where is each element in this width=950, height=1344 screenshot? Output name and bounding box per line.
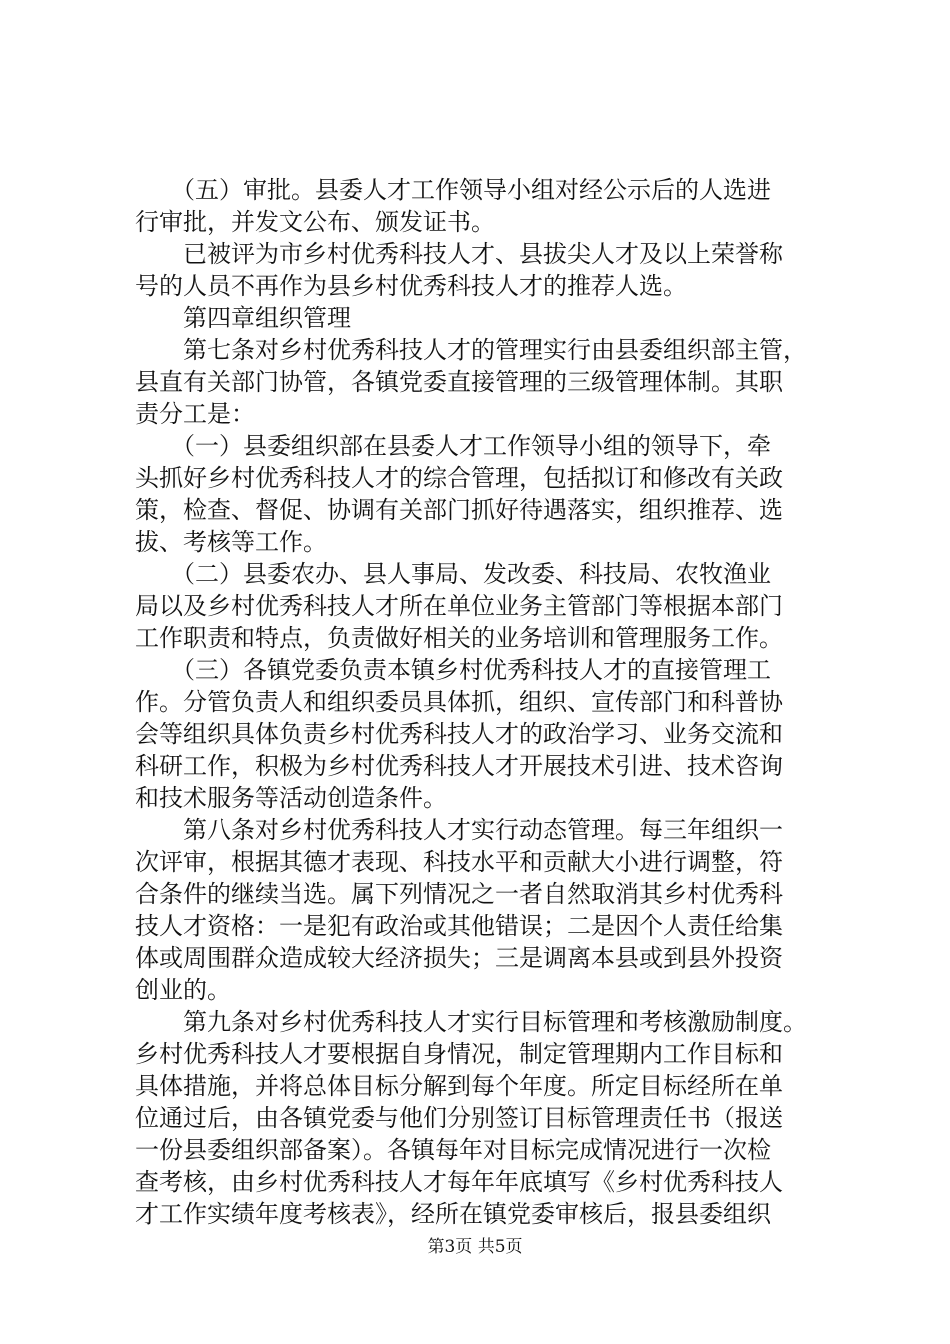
text-line: 头抓好乡村优秀科技人才的综合管理，包括拟订和修改有关政	[135, 464, 783, 492]
text-line: 一份县委组织部备案）。各镇每年对目标完成情况进行一次检	[135, 1136, 771, 1164]
text-line: 作。分管负责人和组织委员具体抓，组织、宣传部门和科普协	[135, 688, 783, 716]
text-line: 具体措施，并将总体目标分解到每个年度。所定目标经所在单	[135, 1072, 783, 1100]
text-line: 乡村优秀科技人才要根据自身情况，制定管理期内工作目标和	[135, 1040, 783, 1068]
text-line: 体或周围群众造成较大经济损失；三是调离本县或到县外投资	[135, 944, 783, 972]
text-line: （一）县委组织部在县委人才工作领导小组的领导下，牵	[135, 432, 771, 460]
text-line: 会等组织具体负责乡村优秀科技人才的政治学习、业务交流和	[135, 720, 783, 748]
text-line: 位通过后，由各镇党委与他们分别签订目标管理责任书（报送	[135, 1104, 783, 1132]
text-line: 工作职责和特点，负责做好相关的业务培训和管理服务工作。	[135, 624, 783, 652]
page-footer: 第3页 共5页	[427, 1237, 523, 1257]
text-line: 号的人员不再作为县乡村优秀科技人才的推荐人选。	[135, 272, 687, 300]
text-line: 拔、考核等工作。	[135, 528, 327, 556]
text-line: （三）各镇党委负责本镇乡村优秀科技人才的直接管理工	[135, 656, 771, 684]
text-line: 查考核，由乡村优秀科技人才每年年底填写《乡村优秀科技人	[135, 1168, 783, 1196]
text-line: 第四章组织管理	[135, 304, 351, 332]
text-line: 县直有关部门协管，各镇党委直接管理的三级管理体制。其职	[135, 368, 783, 396]
text-line: 次评审，根据其德才表现、科技水平和贡献大小进行调整，符	[135, 848, 783, 876]
text-line: 合条件的继续当选。属下列情况之一者自然取消其乡村优秀科	[135, 880, 783, 908]
text-line: 行审批，并发文公布、颁发证书。	[135, 208, 495, 236]
text-line: （二）县委农办、县人事局、发改委、科技局、农牧渔业	[135, 560, 771, 588]
text-line: 第八条对乡村优秀科技人才实行动态管理。每三年组织一	[135, 816, 783, 844]
text-line: 局以及乡村优秀科技人才所在单位业务主管部门等根据本部门	[135, 592, 783, 620]
text-line: 策，检查、督促、协调有关部门抓好待遇落实，组织推荐、选	[135, 496, 783, 524]
text-line: 和技术服务等活动创造条件。	[135, 784, 447, 812]
text-line: （五）审批。县委人才工作领导小组对经公示后的人选进	[135, 176, 771, 204]
text-line: 科研工作，积极为乡村优秀科技人才开展技术引进、技术咨询	[135, 752, 783, 780]
text-line: 第七条对乡村优秀科技人才的管理实行由县委组织部主管，	[135, 336, 807, 364]
document-body	[135, 174, 827, 1230]
text-line: 责分工是：	[135, 400, 255, 428]
text-line: 已被评为市乡村优秀科技人才、县拔尖人才及以上荣誉称	[135, 240, 783, 268]
text-line: 第九条对乡村优秀科技人才实行目标管理和考核激励制度。	[135, 1008, 807, 1036]
text-line: 创业的。	[135, 976, 231, 1004]
text-line: 才工作实绩年度考核表》，经所在镇党委审核后，报县委组织	[135, 1200, 771, 1228]
text-line: 技人才资格：一是犯有政治或其他错误；二是因个人责任给集	[135, 912, 783, 940]
